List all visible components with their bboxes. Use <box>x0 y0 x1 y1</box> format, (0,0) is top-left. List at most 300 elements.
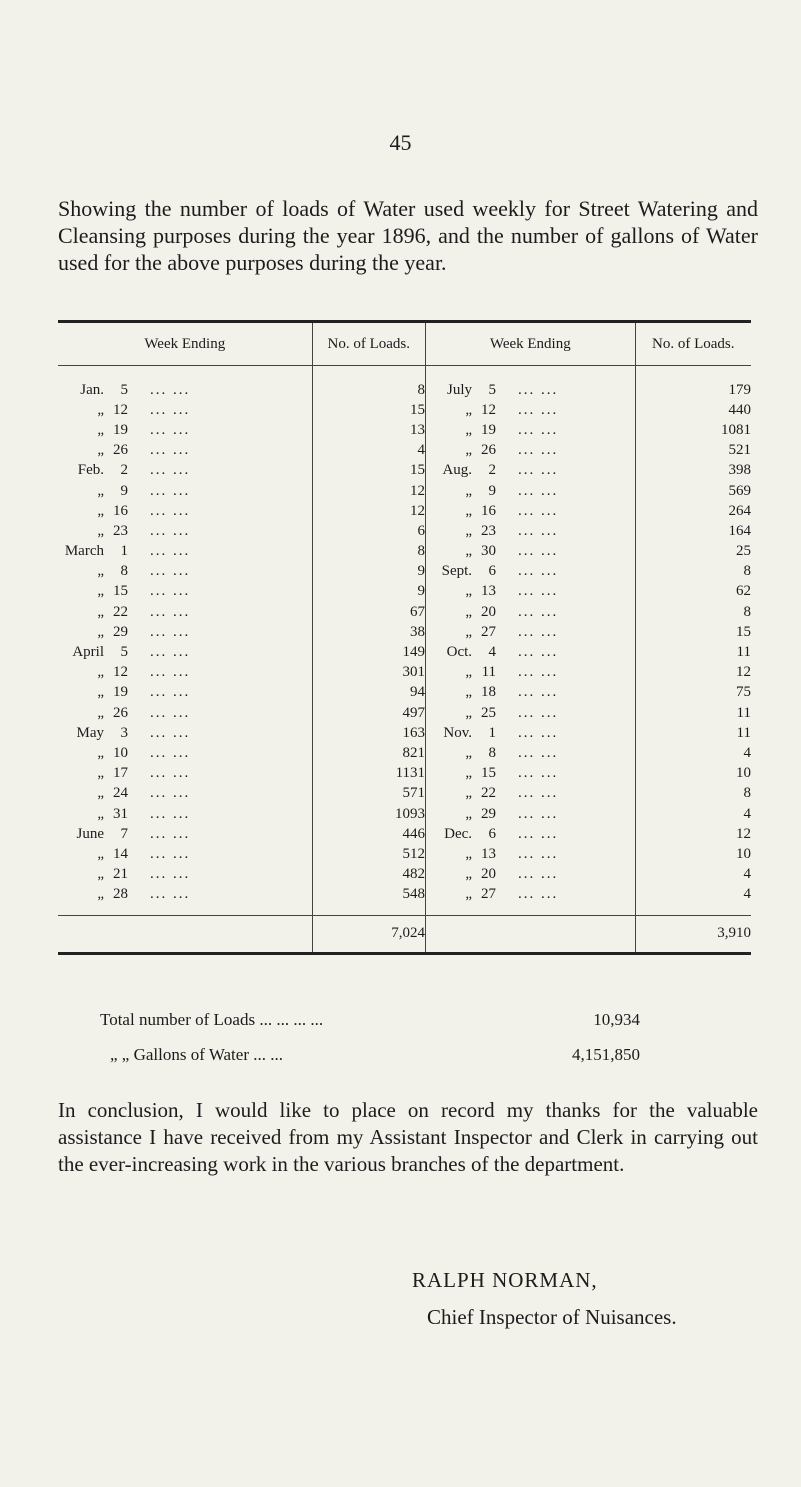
month-label: Sept. <box>441 563 473 580</box>
leader-dots: ... ... <box>150 805 191 822</box>
day-label: 5 <box>120 644 128 661</box>
month-label: „ <box>97 866 104 883</box>
leader-dots: ... ... <box>150 664 191 681</box>
leader-dots: ... ... <box>518 522 559 539</box>
month-label: „ <box>465 583 473 600</box>
table-row <box>58 461 751 481</box>
day-label: 11 <box>481 664 497 681</box>
day-label: 10 <box>113 744 128 761</box>
week-ending-cell <box>58 501 312 521</box>
day-label: 2 <box>488 462 497 479</box>
day-label: 1 <box>488 724 497 741</box>
week-ending-cell <box>58 764 312 784</box>
leader-dots: ... ... <box>150 482 191 499</box>
day-label: 4 <box>488 644 497 661</box>
loads-cell: 15 <box>312 461 425 481</box>
loads-cell: 38 <box>312 622 425 642</box>
day-label: 12 <box>113 401 128 418</box>
leader-dots: ... ... <box>518 785 559 802</box>
month-label: „ <box>465 442 473 459</box>
loads-cell: 11 <box>736 724 751 741</box>
day-label: 1 <box>120 543 128 560</box>
table-row <box>58 420 751 440</box>
week-ending-cell <box>426 865 636 885</box>
month-label: „ <box>465 866 473 883</box>
leader-dots: ... ... <box>518 845 559 862</box>
week-ending-cell <box>426 824 636 844</box>
summary-total-loads <box>100 1010 680 1030</box>
week-ending-cell <box>58 642 312 662</box>
leader-dots: ... ... <box>518 543 559 560</box>
summary-gallons-value: 4,151,850 <box>572 1045 640 1064</box>
month-label: „ <box>465 482 473 499</box>
day-label: 14 <box>113 845 128 862</box>
day-label: 15 <box>113 583 128 600</box>
day-label: 8 <box>120 563 128 580</box>
month-label: July <box>447 381 473 398</box>
loads-cell: 264 <box>728 502 751 519</box>
month-label: „ <box>97 623 104 640</box>
loads-cell: 15 <box>736 623 751 640</box>
day-label: 29 <box>113 623 128 640</box>
month-label: „ <box>465 765 473 782</box>
table-row <box>58 663 751 683</box>
table-row <box>58 642 751 662</box>
day-label: 7 <box>120 825 128 842</box>
day-label: 5 <box>488 381 497 398</box>
leader-dots: ... ... <box>150 502 191 519</box>
week-ending-cell <box>58 703 312 723</box>
loads-cell: 440 <box>728 401 751 418</box>
table-row <box>58 366 751 401</box>
intro-paragraph: Showing the number of loads of Water used weekly for Street Watering and Cleansing purposes during the year 1896, and the number of gallons of Water used for the above purposes during the year. <box>58 196 758 275</box>
leader-dots: ... ... <box>518 421 559 438</box>
leader-dots: ... ... <box>150 583 191 600</box>
month-label: „ <box>97 886 104 903</box>
day-label: 22 <box>113 603 128 620</box>
week-ending-cell <box>426 481 636 501</box>
week-ending-cell <box>58 885 312 916</box>
leader-dots: ... ... <box>518 462 559 479</box>
leader-dots: ... ... <box>518 583 559 600</box>
table-row <box>58 784 751 804</box>
leader-dots: ... ... <box>150 401 191 418</box>
table-row <box>58 521 751 541</box>
day-label: 9 <box>488 482 497 499</box>
month-label: „ <box>465 623 473 640</box>
month-label: „ <box>465 684 473 701</box>
week-ending-cell <box>58 400 312 420</box>
table-row <box>58 481 751 501</box>
day-label: 13 <box>481 845 497 862</box>
leader-dots: ... ... <box>518 866 559 883</box>
loads-cell: 62 <box>736 583 751 600</box>
month-label: „ <box>465 543 473 560</box>
month-label: „ <box>97 785 104 802</box>
day-label: 28 <box>113 886 128 903</box>
loads-cell: 9 <box>312 562 425 582</box>
leader-dots: ... ... <box>518 664 559 681</box>
loads-cell: 10 <box>736 765 751 782</box>
month-label: Nov. <box>443 724 473 741</box>
month-label: „ <box>465 785 473 802</box>
month-label: „ <box>97 845 104 862</box>
loads-cell: 94 <box>312 683 425 703</box>
week-ending-cell <box>426 521 636 541</box>
table-row <box>58 723 751 743</box>
leader-dots: ... ... <box>150 421 191 438</box>
loads-cell: 25 <box>736 543 751 560</box>
loads-cell: 1131 <box>312 764 425 784</box>
loads-cell: 12 <box>312 481 425 501</box>
week-ending-cell <box>426 784 636 804</box>
month-label: Aug. <box>442 462 473 479</box>
loads-cell: 179 <box>728 381 751 398</box>
leader-dots: ... ... <box>150 845 191 862</box>
loads-cell: 15 <box>312 400 425 420</box>
month-label: May <box>76 724 104 741</box>
leader-dots: ... ... <box>150 442 191 459</box>
leader-dots: ... ... <box>518 502 559 519</box>
table-row <box>58 683 751 703</box>
loads-cell: 301 <box>312 663 425 683</box>
week-ending-cell <box>58 683 312 703</box>
month-label: „ <box>97 522 104 539</box>
table-row <box>58 501 751 521</box>
week-ending-cell <box>426 885 636 916</box>
loads-cell: 1093 <box>312 804 425 824</box>
total-loads-left: 7,024 <box>312 915 425 953</box>
table-row <box>58 602 751 622</box>
month-label: „ <box>97 684 104 701</box>
header-week-ending-left: Week Ending <box>58 322 312 366</box>
month-label: March <box>64 543 104 560</box>
table-row <box>58 441 751 461</box>
table-row <box>58 562 751 582</box>
day-label: 12 <box>481 401 497 418</box>
summary-gallons-label: „ „ Gallons of Water ... ... <box>110 1045 283 1064</box>
week-ending-cell <box>426 562 636 582</box>
week-ending-cell <box>426 602 636 622</box>
leader-dots: ... ... <box>150 724 191 741</box>
month-label: „ <box>97 502 104 519</box>
loads-cell: 8 <box>743 563 751 580</box>
water-loads-table <box>58 320 751 955</box>
day-label: 8 <box>488 744 497 761</box>
day-label: 2 <box>120 462 128 479</box>
leader-dots: ... ... <box>518 644 559 661</box>
day-label: 12 <box>113 664 128 681</box>
week-ending-cell <box>58 844 312 864</box>
loads-cell: 4 <box>312 441 425 461</box>
month-label: „ <box>465 401 473 418</box>
month-label: „ <box>465 502 473 519</box>
week-ending-cell <box>58 804 312 824</box>
table-body <box>58 366 751 916</box>
leader-dots: ... ... <box>518 563 559 580</box>
loads-cell: 571 <box>312 784 425 804</box>
week-ending-cell <box>58 663 312 683</box>
leader-dots: ... ... <box>518 381 559 398</box>
summary-loads-value: 10,934 <box>593 1010 640 1029</box>
month-label: Feb. <box>77 462 104 479</box>
day-label: 23 <box>481 522 497 539</box>
day-label: 20 <box>481 603 497 620</box>
signature-title: Chief Inspector of Nuisances. <box>427 1305 677 1329</box>
week-ending-cell <box>426 461 636 481</box>
leader-dots: ... ... <box>518 765 559 782</box>
loads-cell: 446 <box>312 824 425 844</box>
day-label: 21 <box>113 866 128 883</box>
leader-dots: ... ... <box>150 886 191 903</box>
day-label: 24 <box>113 785 128 802</box>
summary-total-gallons <box>100 1045 680 1065</box>
week-ending-cell <box>426 622 636 642</box>
day-label: 19 <box>113 421 128 438</box>
loads-cell: 398 <box>728 462 751 479</box>
day-label: 25 <box>481 704 497 721</box>
header-week-ending-right: Week Ending <box>426 322 636 366</box>
week-ending-cell <box>58 784 312 804</box>
leader-dots: ... ... <box>518 482 559 499</box>
day-label: 9 <box>120 482 128 499</box>
month-label: „ <box>465 664 473 681</box>
loads-cell: 4 <box>743 805 751 822</box>
loads-cell: 8 <box>312 366 425 401</box>
leader-dots: ... ... <box>150 765 191 782</box>
day-label: 19 <box>113 684 128 701</box>
day-label: 22 <box>481 785 497 802</box>
leader-dots: ... ... <box>150 522 191 539</box>
day-label: 23 <box>113 522 128 539</box>
month-label: „ <box>465 845 473 862</box>
leader-dots: ... ... <box>518 623 559 640</box>
week-ending-cell <box>58 461 312 481</box>
day-label: 26 <box>481 442 497 459</box>
loads-cell: 512 <box>312 844 425 864</box>
day-label: 17 <box>113 765 128 782</box>
leader-dots: ... ... <box>518 724 559 741</box>
page-number: 45 <box>389 130 412 155</box>
leader-dots: ... ... <box>150 543 191 560</box>
month-label: „ <box>465 886 473 903</box>
week-ending-cell <box>426 743 636 763</box>
leader-dots: ... ... <box>518 442 559 459</box>
week-ending-cell <box>58 481 312 501</box>
week-ending-cell <box>426 663 636 683</box>
week-ending-cell <box>426 420 636 440</box>
leader-dots: ... ... <box>150 704 191 721</box>
day-label: 16 <box>113 502 128 519</box>
loads-cell: 67 <box>312 602 425 622</box>
month-label: Oct. <box>446 644 473 661</box>
loads-cell: 497 <box>312 703 425 723</box>
week-ending-cell <box>426 804 636 824</box>
leader-dots: ... ... <box>150 866 191 883</box>
week-ending-cell <box>426 642 636 662</box>
day-label: 18 <box>481 684 497 701</box>
day-label: 5 <box>120 381 128 398</box>
month-label: „ <box>97 704 104 721</box>
loads-cell: 163 <box>312 723 425 743</box>
leader-dots: ... ... <box>518 825 559 842</box>
table-row <box>58 622 751 642</box>
month-label: „ <box>465 421 473 438</box>
day-label: 30 <box>481 543 497 560</box>
summary-loads-label: Total number of Loads ... ... ... ... <box>100 1010 324 1029</box>
day-label: 13 <box>481 583 497 600</box>
month-label: „ <box>97 664 104 681</box>
month-label: „ <box>97 805 104 822</box>
day-label: 15 <box>481 765 497 782</box>
loads-cell: 75 <box>736 684 751 701</box>
week-ending-cell <box>426 844 636 864</box>
leader-dots: ... ... <box>518 603 559 620</box>
week-ending-cell <box>58 420 312 440</box>
table-total-row <box>58 915 751 953</box>
week-ending-cell <box>58 865 312 885</box>
leader-dots: ... ... <box>150 462 191 479</box>
leader-dots: ... ... <box>150 684 191 701</box>
week-ending-cell <box>426 582 636 602</box>
day-label: 6 <box>488 563 497 580</box>
leader-dots: ... ... <box>150 381 191 398</box>
month-label: „ <box>97 421 104 438</box>
loads-cell: 4 <box>743 744 751 761</box>
loads-cell: 8 <box>312 542 425 562</box>
header-loads-left: No. of Loads. <box>312 322 425 366</box>
loads-cell: 6 <box>312 521 425 541</box>
leader-dots: ... ... <box>518 744 559 761</box>
week-ending-cell <box>426 683 636 703</box>
day-label: 19 <box>481 421 497 438</box>
week-ending-cell <box>58 562 312 582</box>
day-label: 27 <box>481 886 497 903</box>
loads-cell: 8 <box>743 603 751 620</box>
month-label: April <box>72 644 104 661</box>
week-ending-cell <box>426 764 636 784</box>
month-label: „ <box>465 603 473 620</box>
leader-dots: ... ... <box>150 744 191 761</box>
table-row <box>58 824 751 844</box>
day-label: 31 <box>113 805 128 822</box>
loads-cell: 548 <box>312 885 425 916</box>
week-ending-cell <box>58 542 312 562</box>
day-label: 3 <box>120 724 128 741</box>
month-label: „ <box>97 583 104 600</box>
table-row <box>58 582 751 602</box>
day-label: 20 <box>481 866 497 883</box>
leader-dots: ... ... <box>150 603 191 620</box>
month-label: „ <box>465 704 473 721</box>
week-ending-cell <box>58 743 312 763</box>
table-row <box>58 743 751 763</box>
leader-dots: ... ... <box>518 401 559 418</box>
closing-paragraph: In conclusion, I would like to place on record my thanks for the valuable assistance I have received from my Assistant Inspector and Clerk in carrying out the ever-increasing work in the various branches of the department. <box>58 1098 758 1176</box>
month-label: „ <box>465 744 473 761</box>
leader-dots: ... ... <box>150 563 191 580</box>
table-row <box>58 703 751 723</box>
loads-cell: 11 <box>736 644 751 661</box>
loads-cell: 4 <box>743 866 751 883</box>
week-ending-cell <box>58 824 312 844</box>
day-label: 26 <box>113 704 128 721</box>
loads-cell: 11 <box>736 704 751 721</box>
table-row <box>58 764 751 784</box>
table-row <box>58 865 751 885</box>
leader-dots: ... ... <box>150 785 191 802</box>
week-ending-cell <box>58 622 312 642</box>
month-label: „ <box>97 482 104 499</box>
leader-dots: ... ... <box>518 704 559 721</box>
month-label: „ <box>97 563 104 580</box>
loads-cell: 9 <box>312 582 425 602</box>
week-ending-cell <box>426 501 636 521</box>
leader-dots: ... ... <box>150 623 191 640</box>
month-label: „ <box>97 603 104 620</box>
loads-cell: 1081 <box>721 421 751 438</box>
table-row <box>58 804 751 824</box>
loads-cell: 12 <box>736 664 751 681</box>
week-ending-cell <box>426 366 636 401</box>
week-ending-cell <box>426 703 636 723</box>
loads-cell: 12 <box>736 825 751 842</box>
month-label: „ <box>465 805 473 822</box>
week-ending-cell <box>426 723 636 743</box>
week-ending-cell <box>58 723 312 743</box>
week-ending-cell <box>426 400 636 420</box>
loads-cell: 482 <box>312 865 425 885</box>
loads-cell: 821 <box>312 743 425 763</box>
loads-cell: 521 <box>728 442 751 459</box>
month-label: Dec. <box>444 825 473 842</box>
week-ending-cell <box>426 542 636 562</box>
week-ending-cell <box>426 441 636 461</box>
month-label: „ <box>97 401 104 418</box>
day-label: 27 <box>481 623 497 640</box>
day-label: 16 <box>481 502 497 519</box>
month-label: „ <box>97 744 104 761</box>
loads-cell: 10 <box>736 845 751 862</box>
table-row <box>58 400 751 420</box>
signature-name: RALPH NORMAN, <box>412 1268 598 1292</box>
loads-cell: 569 <box>728 482 751 499</box>
table-header-row <box>58 322 751 366</box>
week-ending-cell <box>58 521 312 541</box>
leader-dots: ... ... <box>518 684 559 701</box>
total-loads-right: 3,910 <box>635 915 751 953</box>
month-label: Jan. <box>80 381 104 398</box>
leader-dots: ... ... <box>150 644 191 661</box>
day-label: 26 <box>113 442 128 459</box>
leader-dots: ... ... <box>518 805 559 822</box>
week-ending-cell <box>58 366 312 401</box>
day-label: 29 <box>481 805 497 822</box>
month-label: June <box>76 825 104 842</box>
week-ending-cell <box>58 602 312 622</box>
leader-dots: ... ... <box>518 886 559 903</box>
loads-cell: 149 <box>312 642 425 662</box>
loads-cell: 8 <box>743 785 751 802</box>
loads-cell: 4 <box>743 886 751 903</box>
table-row <box>58 844 751 864</box>
table-row <box>58 885 751 916</box>
month-label: „ <box>465 522 473 539</box>
loads-cell: 12 <box>312 501 425 521</box>
month-label: „ <box>97 442 104 459</box>
header-loads-right: No. of Loads. <box>635 322 751 366</box>
loads-cell: 13 <box>312 420 425 440</box>
